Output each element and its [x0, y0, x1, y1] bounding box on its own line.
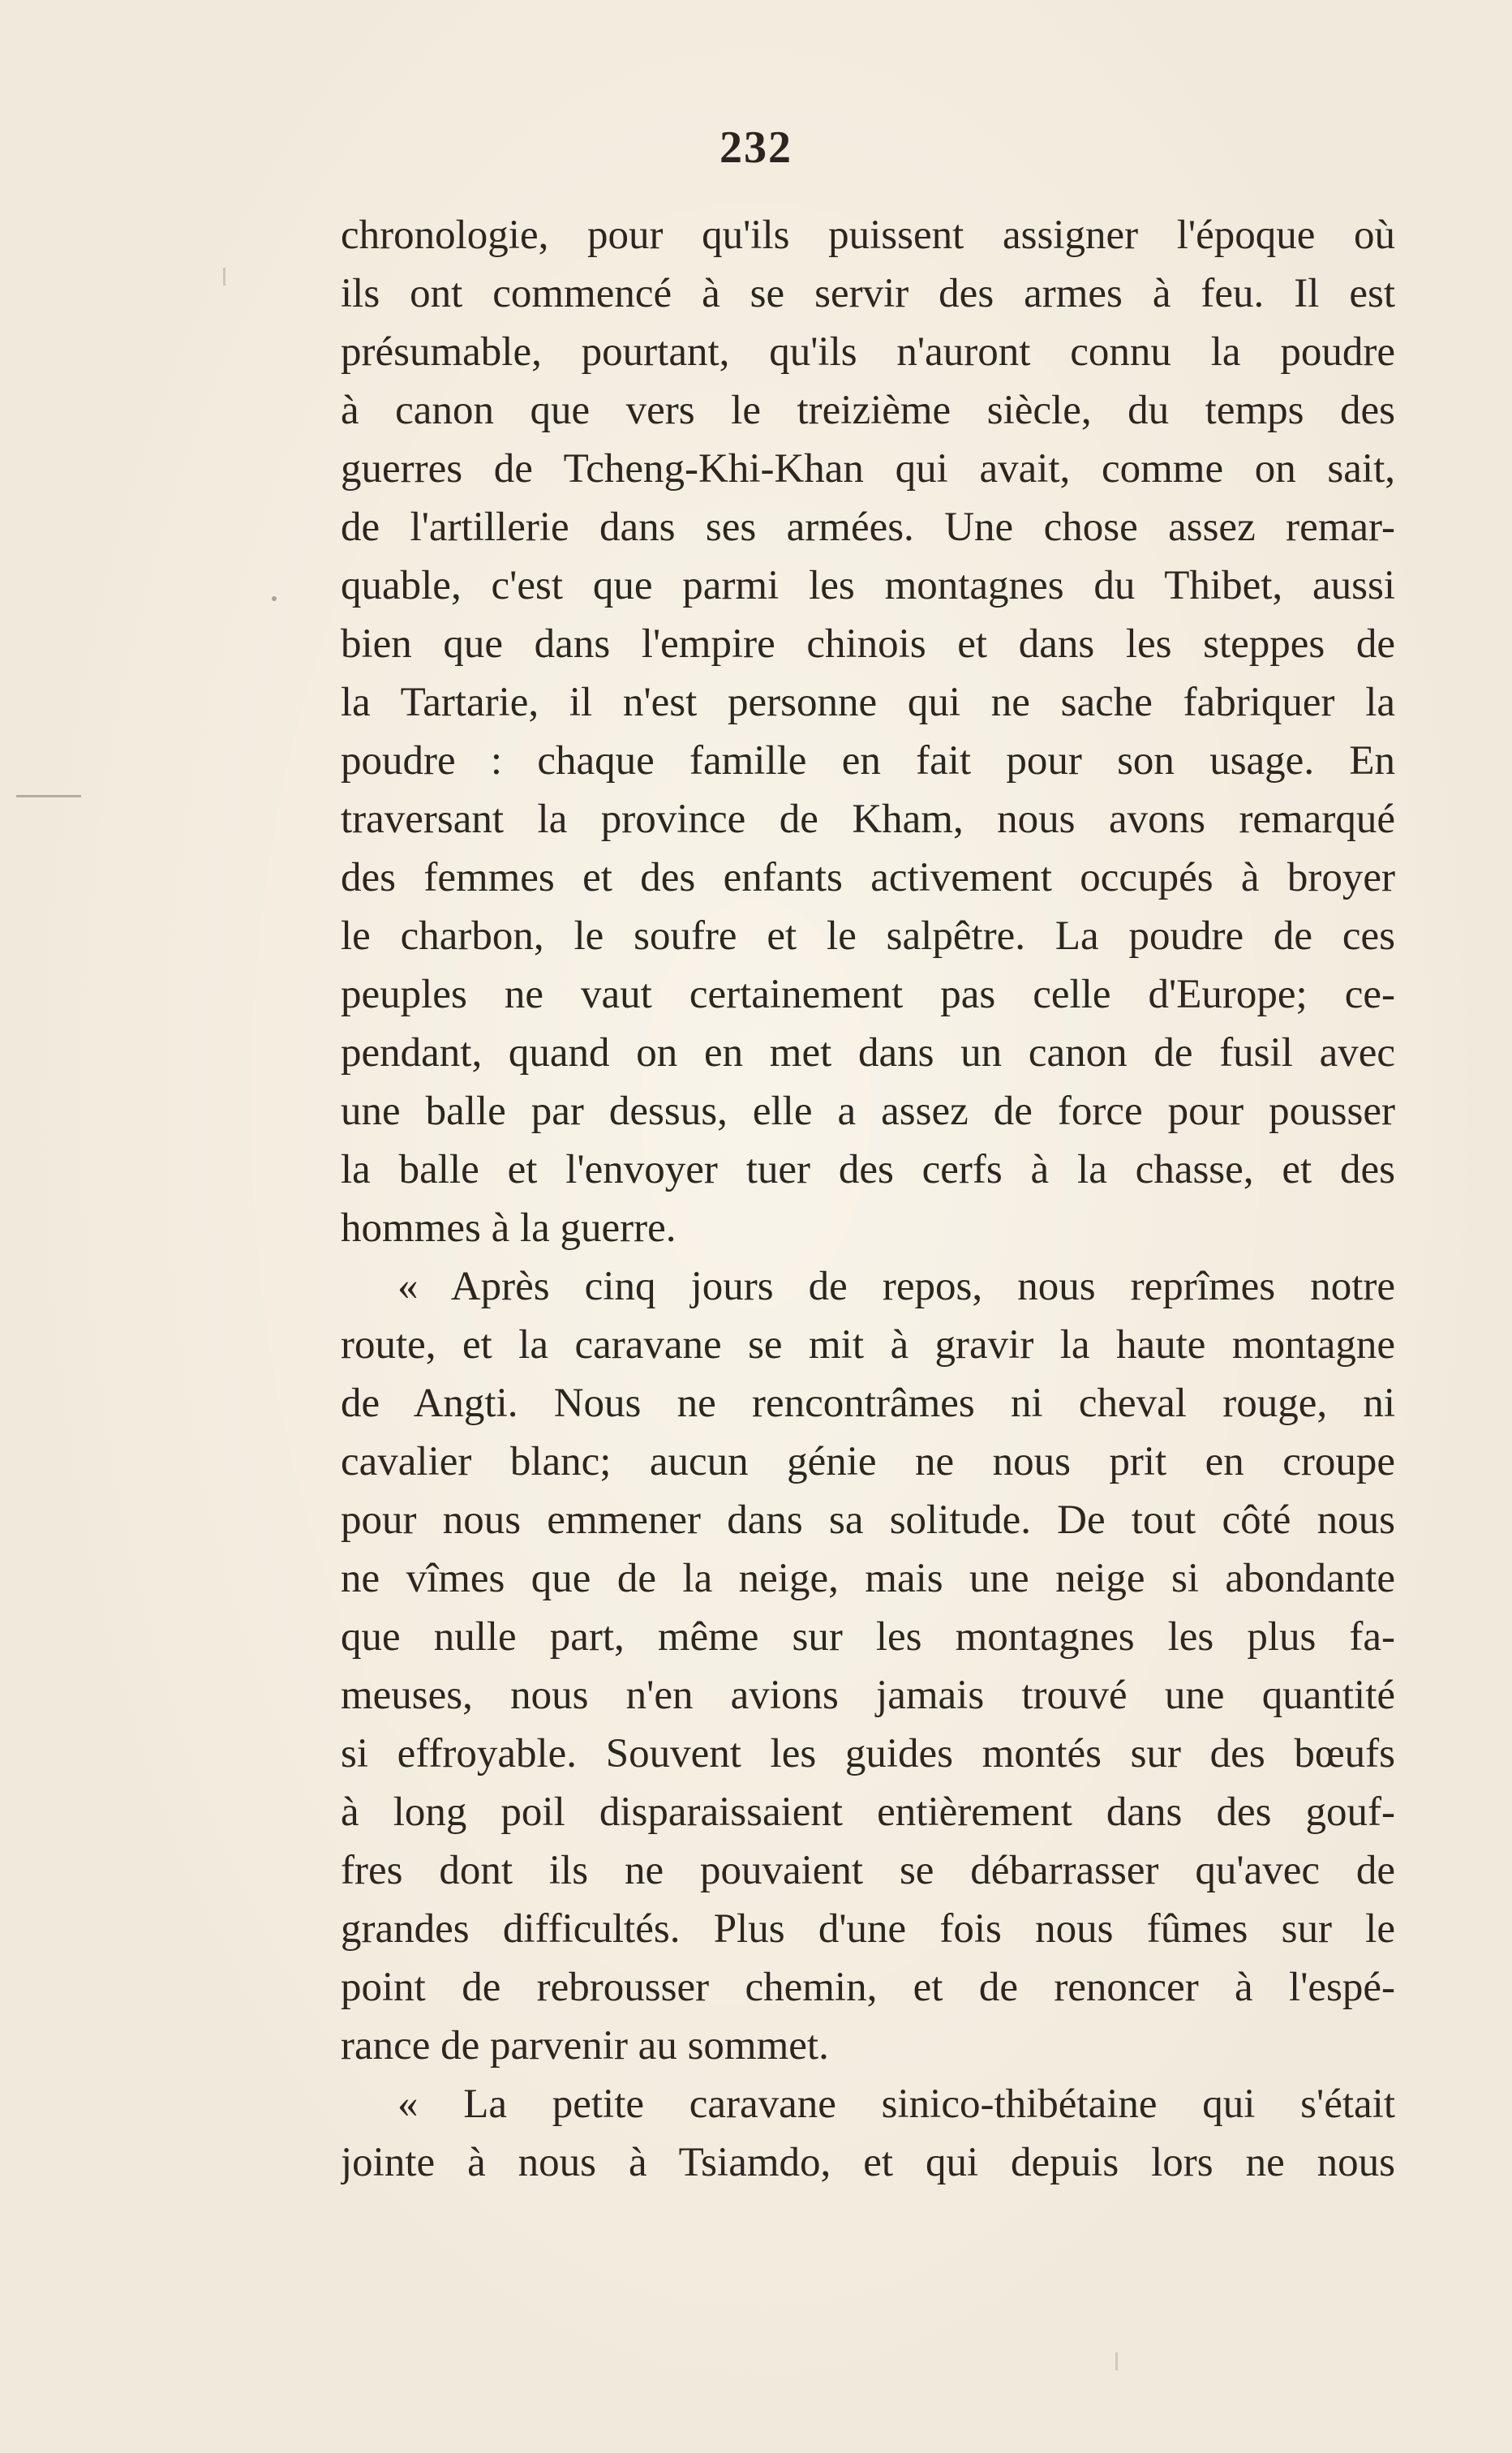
text-line: chronologie, pour qu'ils puissent assigner l'époque où [341, 213, 1395, 258]
text-line: « Après cinq jours de repos, nous reprîmes notre [397, 1264, 1395, 1309]
text-line: poudre : chaque famille en fait pour son usage. En [341, 738, 1395, 784]
text-line: pendant, quand on en met dans un canon de fusil avec [341, 1030, 1395, 1076]
text-line: route, et la caravane se mit à gravir la haute montagne [341, 1322, 1395, 1368]
text-line: traversant la province de Kham, nous avons remarqué [341, 797, 1395, 842]
text-line: quable, c'est que parmi les montagnes du Thibet, aussi [341, 563, 1395, 608]
text-line: ne vîmes que de la neige, mais une neige si abondante [341, 1556, 1395, 1601]
text-line: bien que dans l'empire chinois et dans les steppes de [341, 621, 1395, 667]
text-line: grandes difficultés. Plus d'une fois nous fûmes sur le [341, 1906, 1395, 1952]
text-line: à canon que vers le treizième siècle, du temps des [341, 388, 1395, 433]
page-number: 232 [719, 122, 793, 173]
text-line: rance de parvenir au sommet. [341, 2023, 829, 2069]
stray-mark [272, 596, 277, 601]
text-line: présumable, pourtant, qu'ils n'auront connu la poudre [341, 329, 1395, 375]
text-line: cavalier blanc; aucun génie ne nous prit en croupe [341, 1439, 1395, 1484]
text-line: que nulle part, même sur les montagnes les plus fa- [341, 1614, 1395, 1660]
text-line: de l'artillerie dans ses armées. Une chose assez remar- [341, 505, 1395, 550]
text-line: le charbon, le soufre et le salpêtre. La poudre de ces [341, 913, 1395, 959]
body-text [341, 206, 1395, 2192]
text-line: peuples ne vaut certainement pas celle d'Europe; ce- [341, 972, 1395, 1017]
text-line: la Tartarie, il n'est personne qui ne sache fabriquer la [341, 680, 1395, 725]
text-line: la balle et l'envoyer tuer des cerfs à la chasse, et des [341, 1147, 1395, 1192]
stray-mark [16, 795, 81, 797]
text-line: jointe à nous à Tsiamdo, et qui depuis lors ne nous [341, 2140, 1395, 2185]
text-line: si effroyable. Souvent les guides montés sur des bœufs [341, 1731, 1395, 1776]
text-line: guerres de Tcheng-Khi-Khan qui avait, comme on sait, [341, 446, 1395, 492]
text-line: point de rebrousser chemin, et de renoncer à l'espé- [341, 1965, 1395, 2010]
text-line: ils ont commencé à se servir des armes à feu. Il est [341, 271, 1395, 316]
text-line: fres dont ils ne pouvaient se débarrasser qu'avec de [341, 1848, 1395, 1893]
text-line: de Angti. Nous ne rencontrâmes ni cheval rouge, ni [341, 1381, 1395, 1426]
text-line: des femmes et des enfants activement occupés à broyer [341, 855, 1395, 900]
text-line: pour nous emmener dans sa solitude. De tout côté nous [341, 1497, 1395, 1543]
text-line: meuses, nous n'en avions jamais trouvé une quantité [341, 1673, 1395, 1718]
text-line: à long poil disparaissaient entièrement dans des gouf- [341, 1789, 1395, 1835]
stray-mark [223, 268, 226, 286]
stray-mark [1115, 2352, 1118, 2370]
text-line: hommes à la guerre. [341, 1205, 677, 1251]
text-line: une balle par dessus, elle a assez de force pour pousser [341, 1089, 1395, 1134]
text-line: « La petite caravane sinico-thibétaine qui s'était [397, 2081, 1395, 2127]
